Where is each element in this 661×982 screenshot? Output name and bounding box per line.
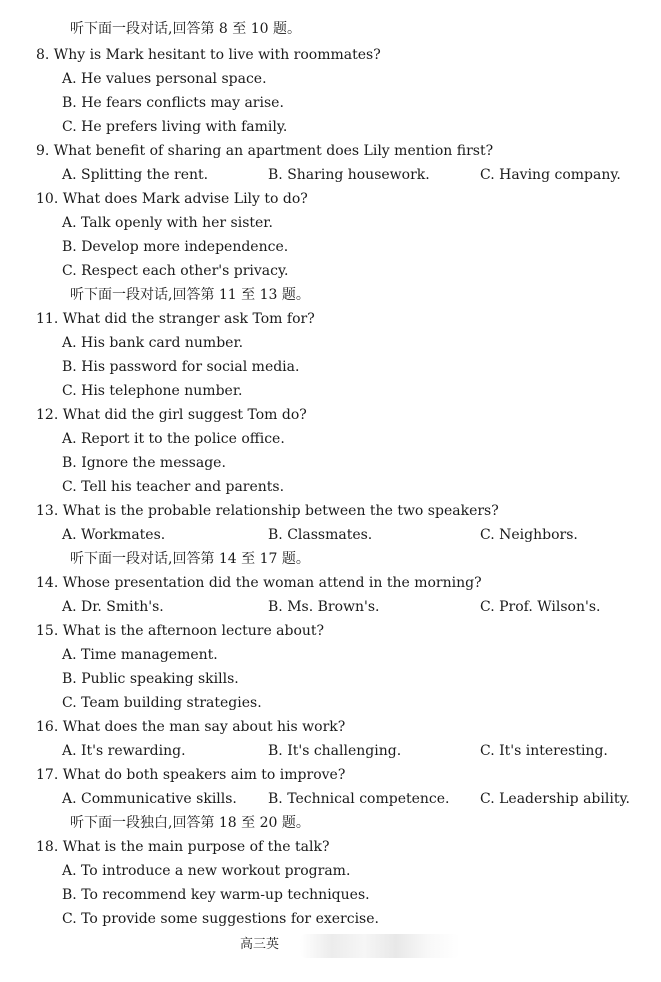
question-17-stem: 17. What do both speakers aim to improve? bbox=[36, 767, 346, 783]
question-13-option-c: C. Neighbors. bbox=[480, 527, 578, 543]
question-15-stem: 15. What is the afternoon lecture about? bbox=[36, 623, 325, 639]
question-10-stem: 10. What does Mark advise Lily to do? bbox=[36, 191, 308, 207]
question-9-stem: 9. What benefit of sharing an apartment does Lily mention first? bbox=[36, 143, 494, 159]
question-18-option-a: A. To introduce a new workout program. bbox=[62, 863, 351, 879]
question-10-option-b: B. Develop more independence. bbox=[62, 239, 289, 255]
question-16-option-b: B. It's challenging. bbox=[268, 743, 402, 759]
question-12-stem: 12. What did the girl suggest Tom do? bbox=[36, 407, 307, 423]
question-12-option-a: A. Report it to the police office. bbox=[62, 431, 285, 447]
question-14-stem: 14. Whose presentation did the woman attend in the morning? bbox=[36, 575, 482, 591]
question-8-option-a: A. He values personal space. bbox=[62, 71, 267, 87]
question-14-option-a: A. Dr. Smith's. bbox=[62, 599, 164, 615]
question-13-option-b: B. Classmates. bbox=[268, 527, 373, 543]
page-footer: 高三英 bbox=[240, 937, 280, 952]
question-12-option-c: C. Tell his teacher and parents. bbox=[62, 479, 285, 495]
section-instruction: 听下面一段对话,回答第 14 至 17 题。 bbox=[70, 551, 310, 567]
question-8-option-b: B. He fears conflicts may arise. bbox=[62, 95, 284, 111]
question-16-option-c: C. It's interesting. bbox=[480, 743, 608, 759]
question-16-option-a: A. It's rewarding. bbox=[62, 743, 186, 759]
question-18-stem: 18. What is the main purpose of the talk? bbox=[36, 839, 330, 855]
question-16-stem: 16. What does the man say about his work? bbox=[36, 719, 346, 735]
question-17-option-a: A. Communicative skills. bbox=[62, 791, 237, 807]
redaction-smear bbox=[300, 934, 460, 958]
question-13-stem: 13. What is the probable relationship between the two speakers? bbox=[36, 503, 499, 519]
question-15-option-c: C. Team building strategies. bbox=[62, 695, 262, 711]
question-11-option-a: A. His bank card number. bbox=[62, 335, 244, 351]
question-8-stem: 8. Why is Mark hesitant to live with roommates? bbox=[36, 47, 381, 63]
question-11-option-b: B. His password for social media. bbox=[62, 359, 300, 375]
question-12-option-b: B. Ignore the message. bbox=[62, 455, 226, 471]
question-18-option-c: C. To provide some suggestions for exercise. bbox=[62, 911, 379, 927]
question-15-option-a: A. Time management. bbox=[62, 647, 218, 663]
question-14-option-c: C. Prof. Wilson's. bbox=[480, 599, 601, 615]
question-10-option-a: A. Talk openly with her sister. bbox=[62, 215, 273, 231]
question-9-option-c: C. Having company. bbox=[480, 167, 621, 183]
question-18-option-b: B. To recommend key warm-up techniques. bbox=[62, 887, 370, 903]
question-11-stem: 11. What did the stranger ask Tom for? bbox=[36, 311, 315, 327]
question-8-option-c: C. He prefers living with family. bbox=[62, 119, 288, 135]
question-9-option-a: A. Splitting the rent. bbox=[62, 167, 209, 183]
section-instruction: 听下面一段独白,回答第 18 至 20 题。 bbox=[70, 815, 310, 831]
question-17-option-c: C. Leadership ability. bbox=[480, 791, 630, 807]
section-instruction: 听下面一段对话,回答第 11 至 13 题。 bbox=[70, 287, 310, 303]
section-instruction: 听下面一段对话,回答第 8 至 10 题。 bbox=[70, 21, 301, 37]
question-17-option-b: B. Technical competence. bbox=[268, 791, 450, 807]
question-10-option-c: C. Respect each other's privacy. bbox=[62, 263, 289, 279]
question-15-option-b: B. Public speaking skills. bbox=[62, 671, 239, 687]
question-11-option-c: C. His telephone number. bbox=[62, 383, 243, 399]
question-13-option-a: A. Workmates. bbox=[62, 527, 166, 543]
question-9-option-b: B. Sharing housework. bbox=[268, 167, 430, 183]
question-14-option-b: B. Ms. Brown's. bbox=[268, 599, 380, 615]
